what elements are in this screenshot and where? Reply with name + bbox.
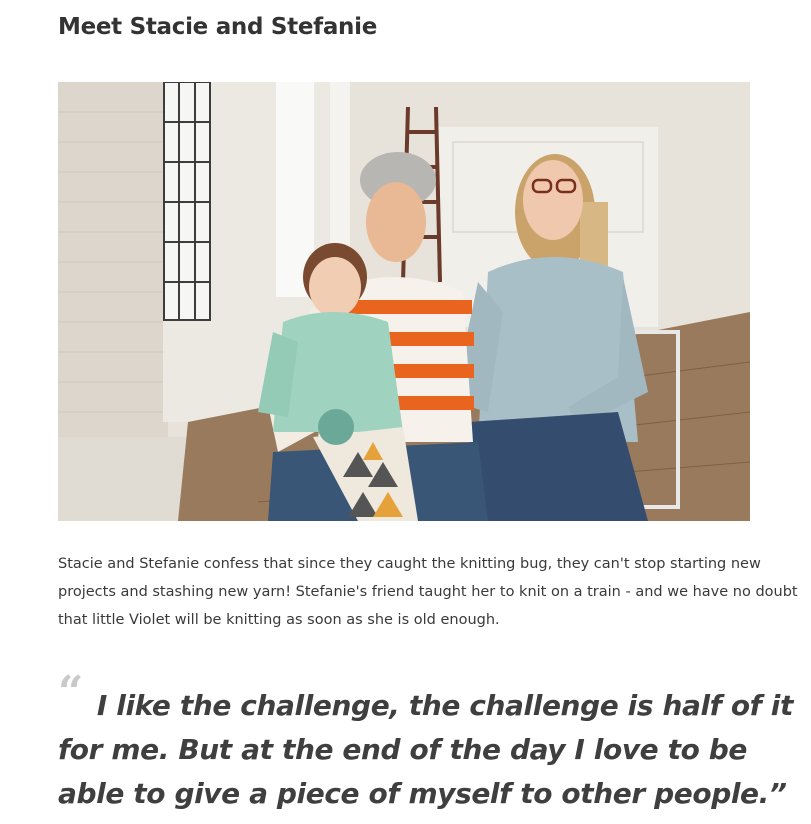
article-body: Stacie and Stefanie confess that since they caught the knitting bug, they can't stop starting new projects and stashing new yarn! Stefanie's friend taught her to knit on a train - and we have no doubt that little Violet will be knitting as soon as she is old enough. — [58, 556, 798, 628]
family-photo — [58, 82, 750, 521]
quote-mark-icon: “ — [58, 667, 83, 718]
pull-quote — [58, 667, 808, 816]
quote-text: I like the challenge, the challenge is half of it for me. But at the end of the day I love to be able to give a piece of myself to other people.” — [58, 689, 793, 810]
page-title: Meet Stacie and Stefanie — [58, 14, 378, 40]
